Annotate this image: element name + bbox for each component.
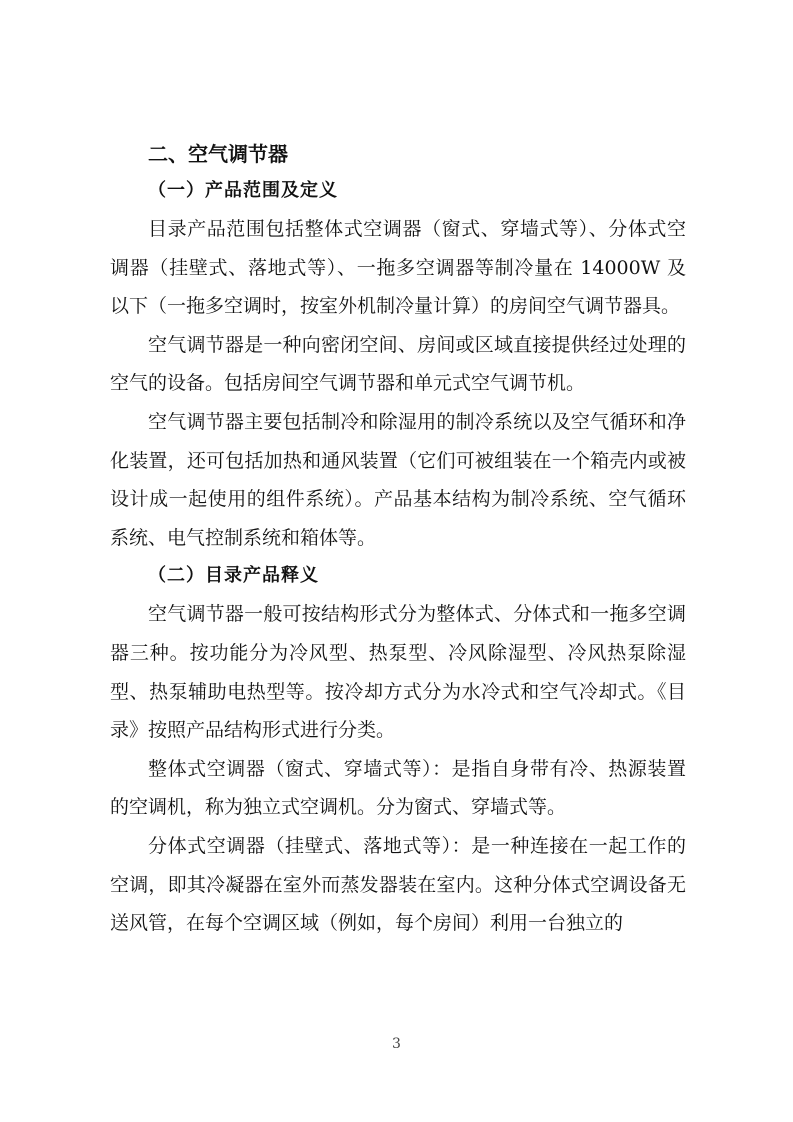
document-body (110, 136, 686, 943)
paragraph: 空气调节器一般可按结构形式分为整体式、分体式和一拖多空调器三种。按功能分为冷风型、热泵型、冷风除湿型、冷风热泵除湿型、热泵辅助电热型等。按冷却方式分为水冷式和空气冷却式。《目录》按照产品结构形式进行分类。 (110, 603, 686, 742)
section-title: 二、空气调节器 (148, 142, 288, 166)
subsection-title: （二）目录产品释义 (148, 565, 319, 587)
subsection-1 (110, 172, 686, 557)
paragraph: 分体式空调器（挂壁式、落地式等）：是一种连接在一起工作的空调，即其冷凝器在室外而蒸发器装在室内。这种分体式空调设备无送风管，在每个空调区域（例如，每个房间）利用一台独立的 (110, 834, 686, 935)
subsection-2 (110, 557, 686, 942)
paragraph: 整体式空调器（窗式、穿墙式等）：是指自身带有冷、热源装置的空调机，称为独立式空调机。分为窗式、穿墙式等。 (110, 757, 686, 819)
paragraph: 空气调节器主要包括制冷和除湿用的制冷系统以及空气循环和净化装置，还可包括加热和通风装置（它们可被组装在一个箱壳内或被设计成一起使用的组件系统）。产品基本结构为制冷系统、空气循环系统、电气控制系统和箱体等。 (110, 410, 686, 549)
paragraph: 空气调节器是一种向密闭空间、房间或区域直接提供经过处理的空气的设备。包括房间空气调节器和单元式空气调节机。 (110, 333, 686, 395)
paragraph: 目录产品范围包括整体式空调器（窗式、穿墙式等）、分体式空调器（挂壁式、落地式等）、一拖多空调器等制冷量在 14000W 及以下（一拖多空调时，按室外机制冷量计算）的房间空气调节器具。 (110, 218, 686, 318)
subsection-title: （一）产品范围及定义 (148, 180, 338, 201)
page-number: 3 (392, 1036, 401, 1052)
